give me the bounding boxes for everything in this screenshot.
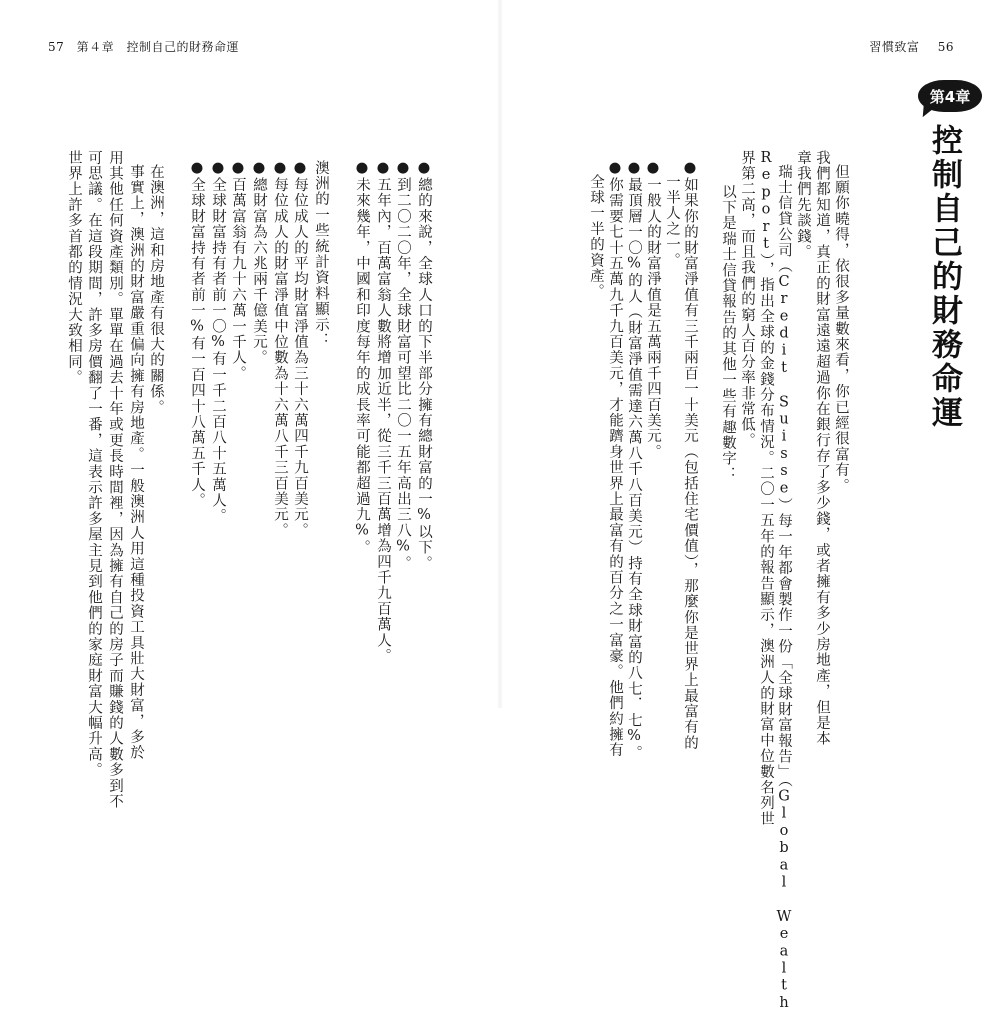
text-column: 用其他任何資產類別。單單在過去十年或更長時間裡，因為擁有自己的房子而賺錢的人數多到不 — [107, 150, 123, 810]
text-column: 澳洲的一些統計資料顯示： — [313, 160, 329, 349]
right-page-header — [869, 38, 954, 55]
text-column: 以下是瑞士信貸報告的其他一些有趣數字： — [720, 184, 736, 483]
left-chapter-label: 第４章 — [76, 40, 115, 54]
text-column: ●每位成人的平均財富淨值為三十六萬四千九百美元。 — [292, 160, 308, 539]
text-column: ●五年內，百萬富翁人數將增加近半，從三千三百萬增為四千九百萬人。 — [375, 160, 391, 664]
text-column: ●到二〇二〇年，全球財富可望比二〇一五年高出三八%。 — [395, 160, 411, 572]
text-column: ●百萬富翁有九十六萬一千人。 — [230, 160, 246, 382]
text-column: 界第二高，而且我們的窮人百分率非常低。 — [739, 150, 755, 449]
text-column: 在澳洲，這和房地產有很大的關係。 — [148, 164, 164, 416]
text-column: ●一般人的財富淨值是五萬兩千四百美元。 — [645, 160, 661, 460]
text-column: Report），指出全球的金錢分布情況。二〇一五年的報告顯示，澳洲人的財富中位數名列世 — [758, 150, 774, 827]
text-column: 我們都知道，真正的財富遠遠超過你在銀行存了多少錢，或者擁有多少房地產，但是本 — [814, 150, 830, 747]
text-column: 全球一半的資產。 — [588, 174, 604, 300]
right-book-title: 習慣致富 — [869, 40, 920, 54]
text-column: ●如果你的財富淨值有三千兩百一十美元（包括住宅價值），那麼你是世界上最富有的 — [682, 160, 698, 751]
left-page-header — [48, 38, 247, 55]
text-column: 一半人之一。 — [664, 174, 680, 269]
text-column: 章我們先談錢。 — [795, 150, 811, 260]
text-column: ●全球財富持有者前一〇%有一千二百八十五萬人。 — [210, 160, 226, 525]
left-chapter-title: 控制自己的財務命運 — [126, 40, 239, 54]
text-column: ●總的來說，全球人口的下半部分擁有總財富的一%以下。 — [416, 160, 432, 572]
left-page-number: 57 — [48, 40, 65, 54]
text-column: ●總財富為六兆兩千億美元。 — [251, 160, 267, 366]
text-column: 事實上，澳洲的財富嚴重偏向擁有房地產。一般澳洲人用這種投資工具壯大財富，多於 — [128, 164, 144, 761]
chapter-title: 控制自己的財務命運 — [926, 124, 962, 430]
text-column: 瑞士信貸公司（Credit Suisse）每一年都會製作一份「全球財富報告」（Global Wealth — [776, 164, 792, 1012]
text-column: ●全球財富持有者前一%有一百四十八萬五千人。 — [189, 160, 205, 509]
text-column: 世界上許多首都的情況大致相同。 — [66, 150, 82, 386]
text-column: 但願你曉得，依很多量數來看，你已經很富有。 — [833, 164, 849, 494]
chapter-badge-label: 第4章 — [929, 87, 971, 106]
text-column: ●每位成人的財富淨值中位數為十六萬八千三百美元。 — [272, 160, 288, 539]
right-page-number: 56 — [937, 40, 954, 54]
text-column: 可思議。在這段期間，許多房價翻了一番，這表示許多屋主見到他們的家庭財富大幅升高。 — [86, 150, 102, 778]
book-gutter — [497, 0, 503, 708]
text-column: ●未來幾年，中國和印度每年的成長率可能都超過九%。 — [354, 160, 370, 556]
text-column: ●最頂層一〇%的人（財富淨值需達六萬八千八百美元）持有全球財富的八七．七%。 — [626, 160, 642, 762]
text-column: ●你需要七十五萬九千九百美元，才能躋身世界上最富有的百分之一富豪。他們約擁有 — [607, 160, 623, 759]
